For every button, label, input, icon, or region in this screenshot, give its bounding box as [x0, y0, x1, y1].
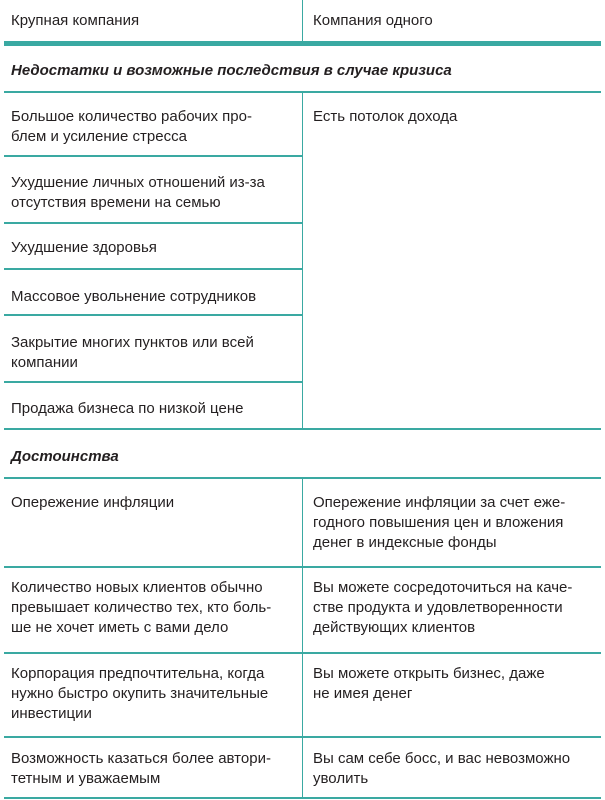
cell-line: тетным и уважаемым [11, 770, 161, 787]
row-column-divider [302, 479, 303, 566]
cell-line: ше не хочет иметь с вами дело [11, 619, 229, 636]
section-title-disadvantages: Недостатки и возможные последствия в случае кризиса [11, 62, 452, 79]
cell-line: нужно быстро окупить значительные [11, 685, 269, 702]
header-column-divider [302, 0, 303, 41]
cell-line: Ухудшение здоровья [11, 239, 157, 256]
table-cell [11, 333, 295, 373]
cell-line: годного повышения цен и вложения [313, 514, 564, 531]
cell-line: компании [11, 354, 78, 371]
cell-line: Вы сам себе босс, и вас невозможно [313, 750, 571, 767]
cell-line: уволить [313, 770, 369, 787]
cell-line: Вы можете открыть бизнес, даже [313, 665, 545, 682]
cell-line: стве продукта и удовлетворенности [313, 599, 563, 616]
cell-line: Ухудшение личных отношений из-за [11, 174, 265, 191]
header-rule [4, 41, 601, 46]
table-cell [11, 749, 295, 789]
cell-line: Корпорация предпочтительна, когда [11, 665, 265, 682]
table-cell [313, 493, 598, 553]
table-cell [313, 664, 598, 704]
table-cell [11, 173, 295, 213]
cell-line: Количество новых клиентов обычно [11, 579, 263, 596]
table-cell [11, 399, 295, 419]
table-cell [11, 578, 295, 638]
column-header-big-company: Крупная компания [11, 12, 140, 29]
bottom-rule [4, 797, 601, 799]
row-rule [4, 314, 302, 316]
cell-line: денег в индексные фонды [313, 534, 497, 551]
table-cell [313, 749, 598, 789]
table-cell [11, 664, 295, 724]
disadvantages-column-divider [302, 93, 303, 428]
cell-line: блем и усиление стресса [11, 128, 187, 145]
table-cell [313, 578, 598, 638]
section-title-advantages: Достоинства [11, 448, 119, 465]
cell-line: превышает количество тех, кто боль- [11, 599, 272, 616]
cell-line: Массовое увольнение сотрудников [11, 288, 257, 305]
row-rule [4, 222, 302, 224]
cell-line: Большое количество рабочих про- [11, 108, 252, 125]
column-header-solo-company: Компания одного [313, 12, 433, 29]
row-rule [4, 268, 302, 270]
row-column-divider [302, 568, 303, 652]
table-cell [11, 238, 295, 258]
row-column-divider [302, 738, 303, 798]
table-cell [11, 107, 295, 147]
cell-line: Закрытие многих пунктов или всей [11, 334, 254, 351]
cell-line: отсутствия времени на семью [11, 194, 221, 211]
table-cell [11, 287, 295, 307]
table-cell [11, 493, 295, 513]
cell-line: Продажа бизнеса по низкой цене [11, 400, 244, 417]
row-rule [4, 381, 302, 383]
cell-line: Опережение инфляции за счет еже- [313, 494, 566, 511]
cell-line: Опережение инфляции [11, 494, 175, 511]
table-cell: Есть потолок дохода [313, 108, 458, 125]
row-column-divider [302, 654, 303, 736]
cell-line: инвестиции [11, 705, 92, 722]
row-rule [4, 155, 302, 157]
cell-line: Возможность казаться более автори- [11, 750, 271, 767]
cell-line: действующих клиентов [313, 619, 476, 636]
cell-line: Вы можете сосредоточиться на каче- [313, 579, 573, 596]
section-rule [4, 428, 601, 430]
cell-line: не имея денег [313, 685, 413, 702]
